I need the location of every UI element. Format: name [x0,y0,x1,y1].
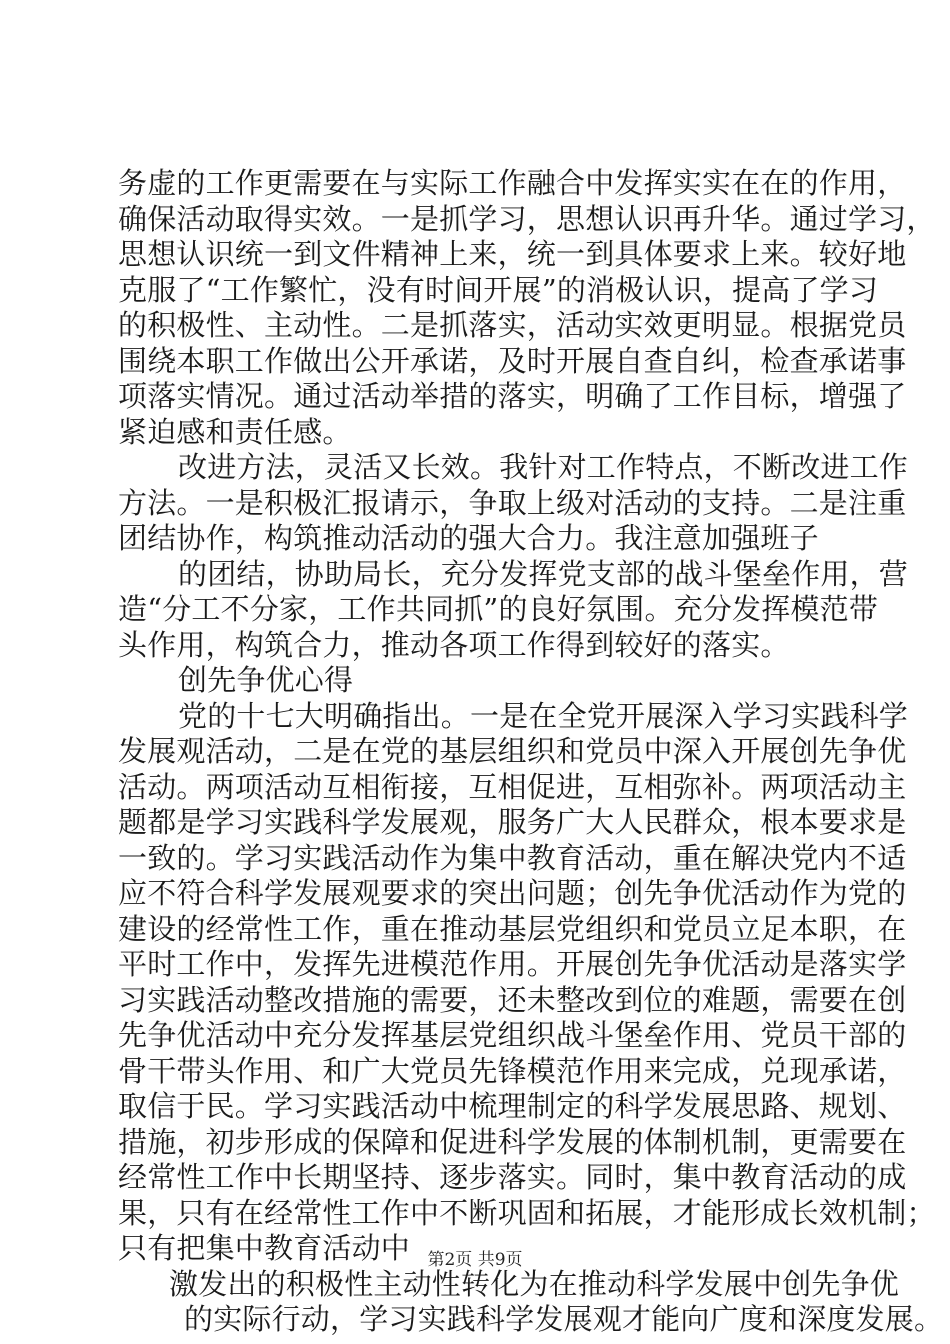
text-line: 务虚的工作更需要在与实际工作融合中发挥实实在在的作用， [118,166,907,200]
text-line: 骨干带头作用、和广大党员先锋模范作用来完成，兑现承诺， [118,1053,907,1088]
text-line: 项落实情况。通过活动举措的落实，明确了工作目标，增强了 [118,379,907,413]
text-line: 确保活动取得实效。一是抓学习，思想认识再升华。通过学习， [118,201,936,236]
text-line: 果，只有在经常性工作中不断巩固和拓展，才能形成长效机制； [118,1195,936,1230]
text-line: 题都是学习实践科学发展观，服务广大人民群众，根本要求是 [118,805,907,839]
text-line: 措施，初步形成的保障和促进科学发展的体制机制，更需要在 [118,1124,907,1159]
text-line: 造“分工不分家，工作共同抓”的良好氛围。充分发挥模范带 [118,592,879,626]
text-line: 一致的。学习实践活动作为集中教育活动，重在解决党内不适 [118,840,907,875]
page-number-footer: 第2页 共9页 [427,1250,523,1270]
text-line: 只有把集中教育活动中 [118,1231,411,1265]
document-body [118,166,944,1338]
text-line: 方法。一是积极汇报请示，争取上级对活动的支持。二是注重 [118,485,907,520]
paragraph-start-line: 改进方法，灵活又长效。我针对工作特点，不断改进工作 [178,450,909,484]
text-line: 建设的经常性工作，重在推动基层党组织和党员立足本职，在 [118,911,907,946]
text-line: 围绕本职工作做出公开承诺，及时开展自查自纠，检查承诺事 [118,343,907,378]
text-line: 克服了“工作繁忙，没有时间开展”的消极认识，提高了学习 [118,272,879,307]
text-line: 发展观活动，二是在党的基层组织和党员中深入开展创先争优 [118,734,907,768]
paragraph-start-line: 的团结，协助局长，充分发挥党支部的战斗堡垒作用，营 [178,556,909,591]
paragraph-start-line: 激发出的积极性主动性转化为在推动科学发展中创先争优 [169,1266,900,1301]
text-line: 习实践活动整改措施的需要，还未整改到位的难题，需要在创 [118,982,907,1017]
text-line: 紧迫感和责任感。 [118,414,352,449]
text-line: 经常性工作中长期坚持、逐步落实。同时，集中教育活动的成 [118,1160,907,1194]
text-line: 活动。两项活动互相衔接，互相促进，互相弥补。两项活动主 [118,769,907,804]
paragraph-start-line: 党的十七大明确指出。一是在全党开展深入学习实践科学 [178,698,909,733]
text-line: 取信于民。学习实践活动中梳理制定的科学发展思路、规划、 [118,1089,907,1123]
text-line: 平时工作中，发挥先进模范作用。开展创先争优活动是落实学 [118,947,907,981]
text-line: 团结协作，构筑推动活动的强大合力。我注意加强班子 [118,521,819,555]
section-heading: 创先争优心得 [178,663,354,697]
text-line: 的实际行动，学习实践科学发展观才能向广度和深度发展。 [184,1302,944,1336]
text-line: 思想认识统一到文件精神上来，统一到具体要求上来。较好地 [118,237,907,271]
text-line: 头作用，构筑合力，推动各项工作得到较好的落实。 [118,627,790,662]
text-line: 先争优活动中充分发挥基层党组织战斗堡垒作用、党员干部的 [118,1018,907,1052]
text-line: 的积极性、主动性。二是抓落实，活动实效更明显。根据党员 [118,308,907,342]
text-line: 应不符合科学发展观要求的突出问题；创先争优活动作为党的 [118,876,907,910]
